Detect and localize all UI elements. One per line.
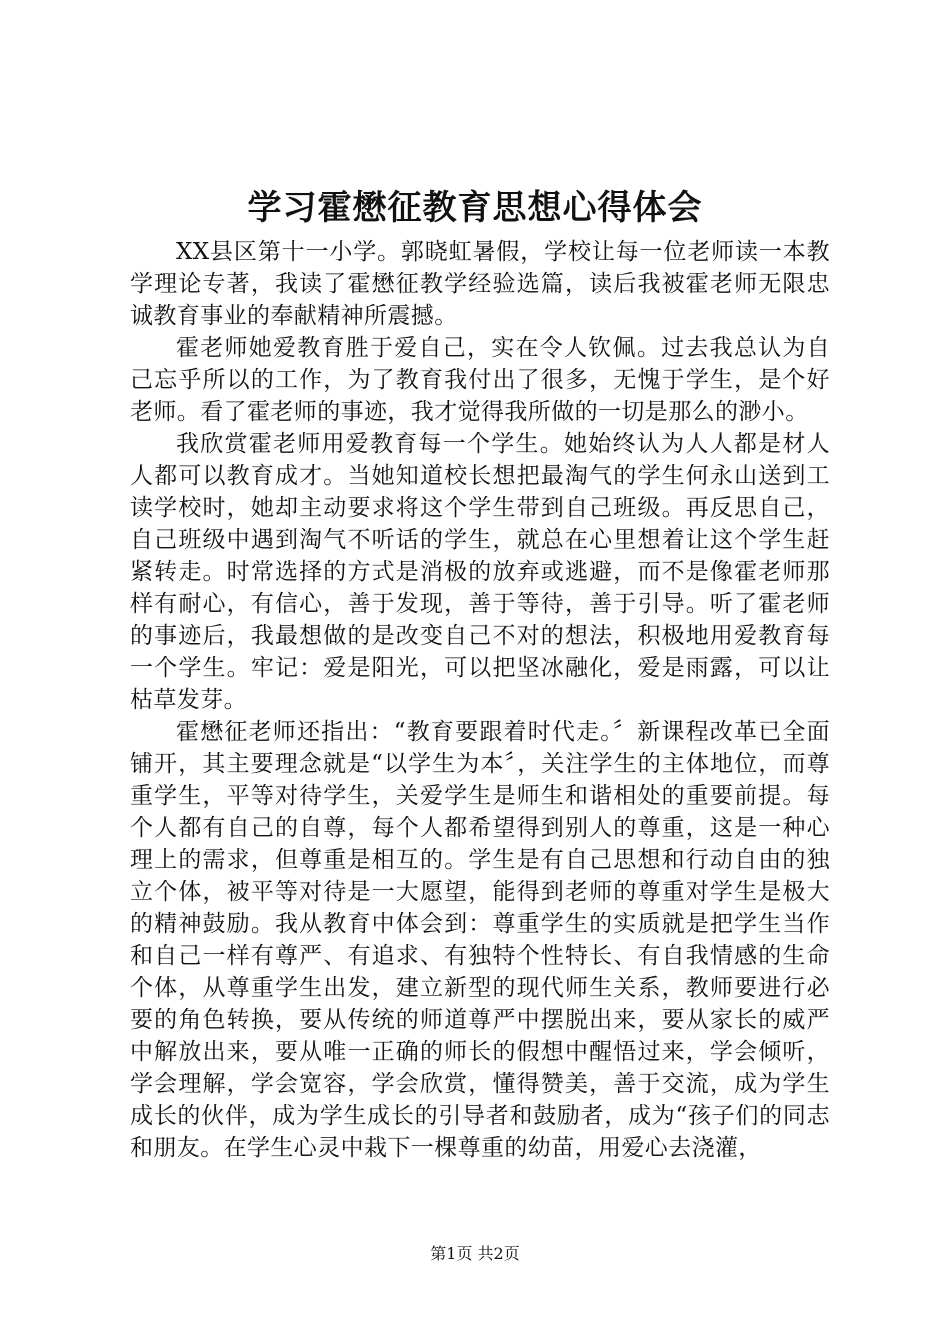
paragraph-1: XX县区第十一小学。郭晓虹暑假，学校让每一位老师读一本教学理论专著，我读了霍懋征教学经验选篇，读后我被霍老师无限忠诚教育事业的奉献精神所震撼。	[130, 239, 830, 329]
paragraph-4: 霍懋征老师还指出：“教育要跟着时代走。〞新课程改革已全面铺开，其主要理念就是“以学生为本〞，关注学生的主体地位，而尊重学生，平等对待学生，关爱学生是师生和谐相处的重要前提。每个人都有自己的自尊，每个人都希望得到别人的尊重，这是一种心理上的需求，但尊重是相互的。学生是有自己思想和行动自由的独立个体，被平等对待是一大愿望，能得到老师的尊重对学生是极大的精神鼓励。我从教育中体会到：尊重学生的实质就是把学生当作和自己一样有尊严、有追求、有独特个性特长、有自我情感的生命个体，从尊重学生出发，建立新型的现代师生关系，教师要进行必要的角色转换，要从传统的师道尊严中摆脱出来，要从家长的威严中解放出来，要从唯一正确的师长的假想中醒悟过来，学会倾听，学会理解，学会宽容，学会欣赏，懂得赞美，善于交流，成为学生成长的伙伴，成为学生成长的引导者和鼓励者，成为“孩子们的同志和朋友。在学生心灵中栽下一棵尊重的幼苗，用爱心去浇灌，	[130, 719, 830, 1161]
page-footer: 第1页 共2页	[430, 1244, 520, 1263]
document-title: 学习霍懋征教育思想心得体会	[247, 188, 703, 228]
document-body	[130, 236, 830, 1164]
paragraph-2: 霍老师她爱教育胜于爱自己，实在令人钦佩。过去我总认为自己忘乎所以的工作，为了教育我付出了很多，无愧于学生，是个好老师。看了霍老师的事迹，我才觉得我所做的一切是那么的渺小。	[130, 335, 830, 425]
paragraph-3: 我欣赏霍老师用爱教育每一个学生。她始终认为人人都是材人人都可以教育成才。当她知道校长想把最淘气的学生何永山送到工读学校时，她却主动要求将这个学生带到自己班级。再反思自己，自己班级中遇到淘气不听话的学生，就总在心里想着让这个学生赶紧转走。时常选择的方式是消极的放弃或逃避，而不是像霍老师那样有耐心，有信心，善于发现，善于等待，善于引导。听了霍老师的事迹后，我最想做的是改变自己不对的想法，积极地用爱教育每一个学生。牢记：爱是阳光，可以把坚冰融化，爱是雨露，可以让枯草发芽。	[130, 431, 830, 713]
